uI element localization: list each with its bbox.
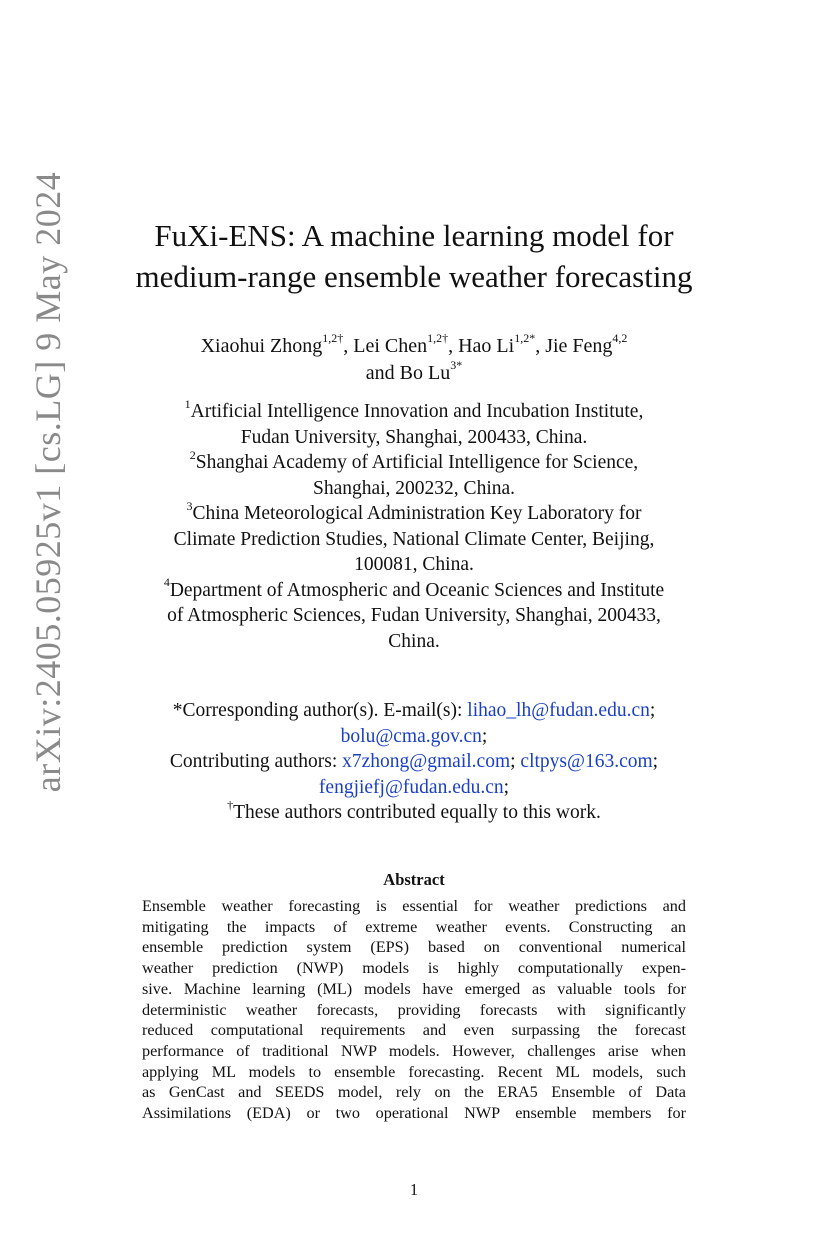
author-name: Lei Chen [353, 335, 428, 357]
affiliation-number: 1 [184, 396, 191, 411]
author-name: and Bo Lu [365, 362, 451, 384]
affiliation-line [0, 447, 828, 476]
equal-contribution-note [0, 797, 828, 826]
abstract-heading: Abstract [383, 870, 445, 889]
title-line-2: medium-range ensemble weather forecasting [135, 259, 693, 294]
author-affil-mark: 3* [450, 358, 463, 373]
author-affil-mark: 1,2† [322, 331, 344, 346]
affiliation-line [0, 396, 828, 425]
affiliation-line: China. [388, 630, 440, 652]
abstract-line: performance of traditional NWP models. However, challenges arise when [142, 1041, 686, 1060]
abstract-line: mitigating the impacts of extreme weather events. Constructing an [142, 917, 686, 936]
affiliation-3 [0, 498, 828, 578]
abstract-line: Assimilations (EDA) or two operational NWP ensemble members for [142, 1104, 686, 1122]
affiliation-line [0, 575, 828, 604]
corresponding-label: *Corresponding author(s). E-mail(s): [172, 700, 468, 721]
affiliation-text: Department of Atmospheric and Oceanic Sciences and Institute [169, 579, 665, 601]
page-number: 1 [409, 1180, 419, 1199]
affiliation-1 [0, 396, 828, 450]
author-line-2 [0, 360, 828, 387]
email-link-x7zhong[interactable]: x7zhong@gmail.com [342, 751, 511, 772]
correspondence-block [0, 698, 828, 826]
corresponding-line-2: bolu@cma.gov.cn; [340, 725, 488, 747]
affiliation-text: Shanghai Academy of Artificial Intelligence for Science, [195, 452, 639, 473]
author-line-1: Xiaohui Zhong$^{1,2\dagger}$, Lei Chen$^{1,2\dagger}$, Hao $Li^{1,2*}$, Jie Feng$^{4,2}$ [200, 331, 628, 357]
abstract-line: weather prediction (NWP) models is highly computationally expen- [142, 959, 686, 978]
author-name: Jie Feng [545, 335, 613, 357]
title-line-1: FuXi-ENS: A machine learning model for [154, 218, 674, 253]
abstract-line: as GenCast and SEEDS model, rely on the ERA5 Ensemble of Data [142, 1083, 686, 1102]
affiliation-text: Artificial Intelligence Innovation and Incubation Institute, [190, 401, 644, 422]
affiliation-text: China Meteorological Administration Key Laboratory for [192, 503, 642, 524]
affiliation-line: 100081, China. [354, 554, 474, 575]
affiliation-line [0, 498, 828, 527]
abstract-line: sive. Machine learning (ML) models have emerged as valuable tools for [142, 979, 686, 998]
affiliation-line: of Atmospheric Sciences, Fudan University, Shanghai, 200433, [167, 605, 661, 626]
email-link-fengjiefj[interactable]: fengjiefj@fudan.edu.cn [318, 776, 504, 798]
abstract-line: applying ML models to ensemble forecasting. Recent ML models, such [142, 1062, 686, 1081]
author-affil-mark: 1,2* [514, 331, 536, 346]
affiliations [0, 396, 828, 654]
author-list [0, 333, 828, 387]
affiliation-line: Shanghai, 200232, China. [312, 477, 516, 499]
dagger-mark: † [227, 797, 234, 812]
affiliation-number: 3 [186, 498, 193, 513]
author-affil-mark: 1,2† [427, 331, 449, 346]
paper-title [0, 215, 828, 297]
corresponding-line: *Corresponding author(s). E-mail(s): lihao_lh@fudan.edu.cn; [172, 700, 656, 721]
affiliation-4 [0, 575, 828, 655]
author-affil-mark: 4,2 [612, 331, 628, 346]
equal-contribution-text: These authors contributed equally to this work. [233, 802, 601, 823]
author-name: Hao Li [458, 335, 515, 357]
affiliation-line: Climate Prediction Studies, National Climate Center, Beijing, [173, 528, 655, 550]
affiliation-2 [0, 447, 828, 501]
affiliation-line: Fudan University, Shanghai, 200433, China. [240, 426, 588, 448]
arxiv-identifier: arXiv:2405.05925v1 [cs.LG] 9 May 2024 [28, 171, 68, 793]
abstract-line: reduced computational requirements and even surpassing the forecast [142, 1021, 686, 1040]
affiliation-number: 2 [189, 447, 196, 462]
contributing-line: Contributing authors: x7zhong@gmail.com; cltpys@163.com; [169, 751, 659, 772]
affiliation-number: 4 [163, 575, 170, 589]
abstract-line: Ensemble weather forecasting is essential for weather predictions and [142, 897, 686, 915]
email-link-lihao[interactable]: lihao_lh@fudan.edu.cn [467, 700, 650, 721]
abstract-line: deterministic weather forecasts, providing forecasts with significantly [142, 1000, 686, 1019]
contributing-label: Contributing authors: [169, 751, 343, 772]
abstract-line: ensemble prediction system (EPS) based on conventional numerical [142, 938, 686, 957]
author-name: Xiaohui Zhong [200, 335, 323, 357]
contributing-line-2: fengjiefj@fudan.edu.cn; [318, 776, 510, 798]
email-link-bolu[interactable]: bolu@cma.gov.cn [340, 725, 482, 747]
email-link-cltpys[interactable]: cltpys@163.com [520, 751, 653, 772]
